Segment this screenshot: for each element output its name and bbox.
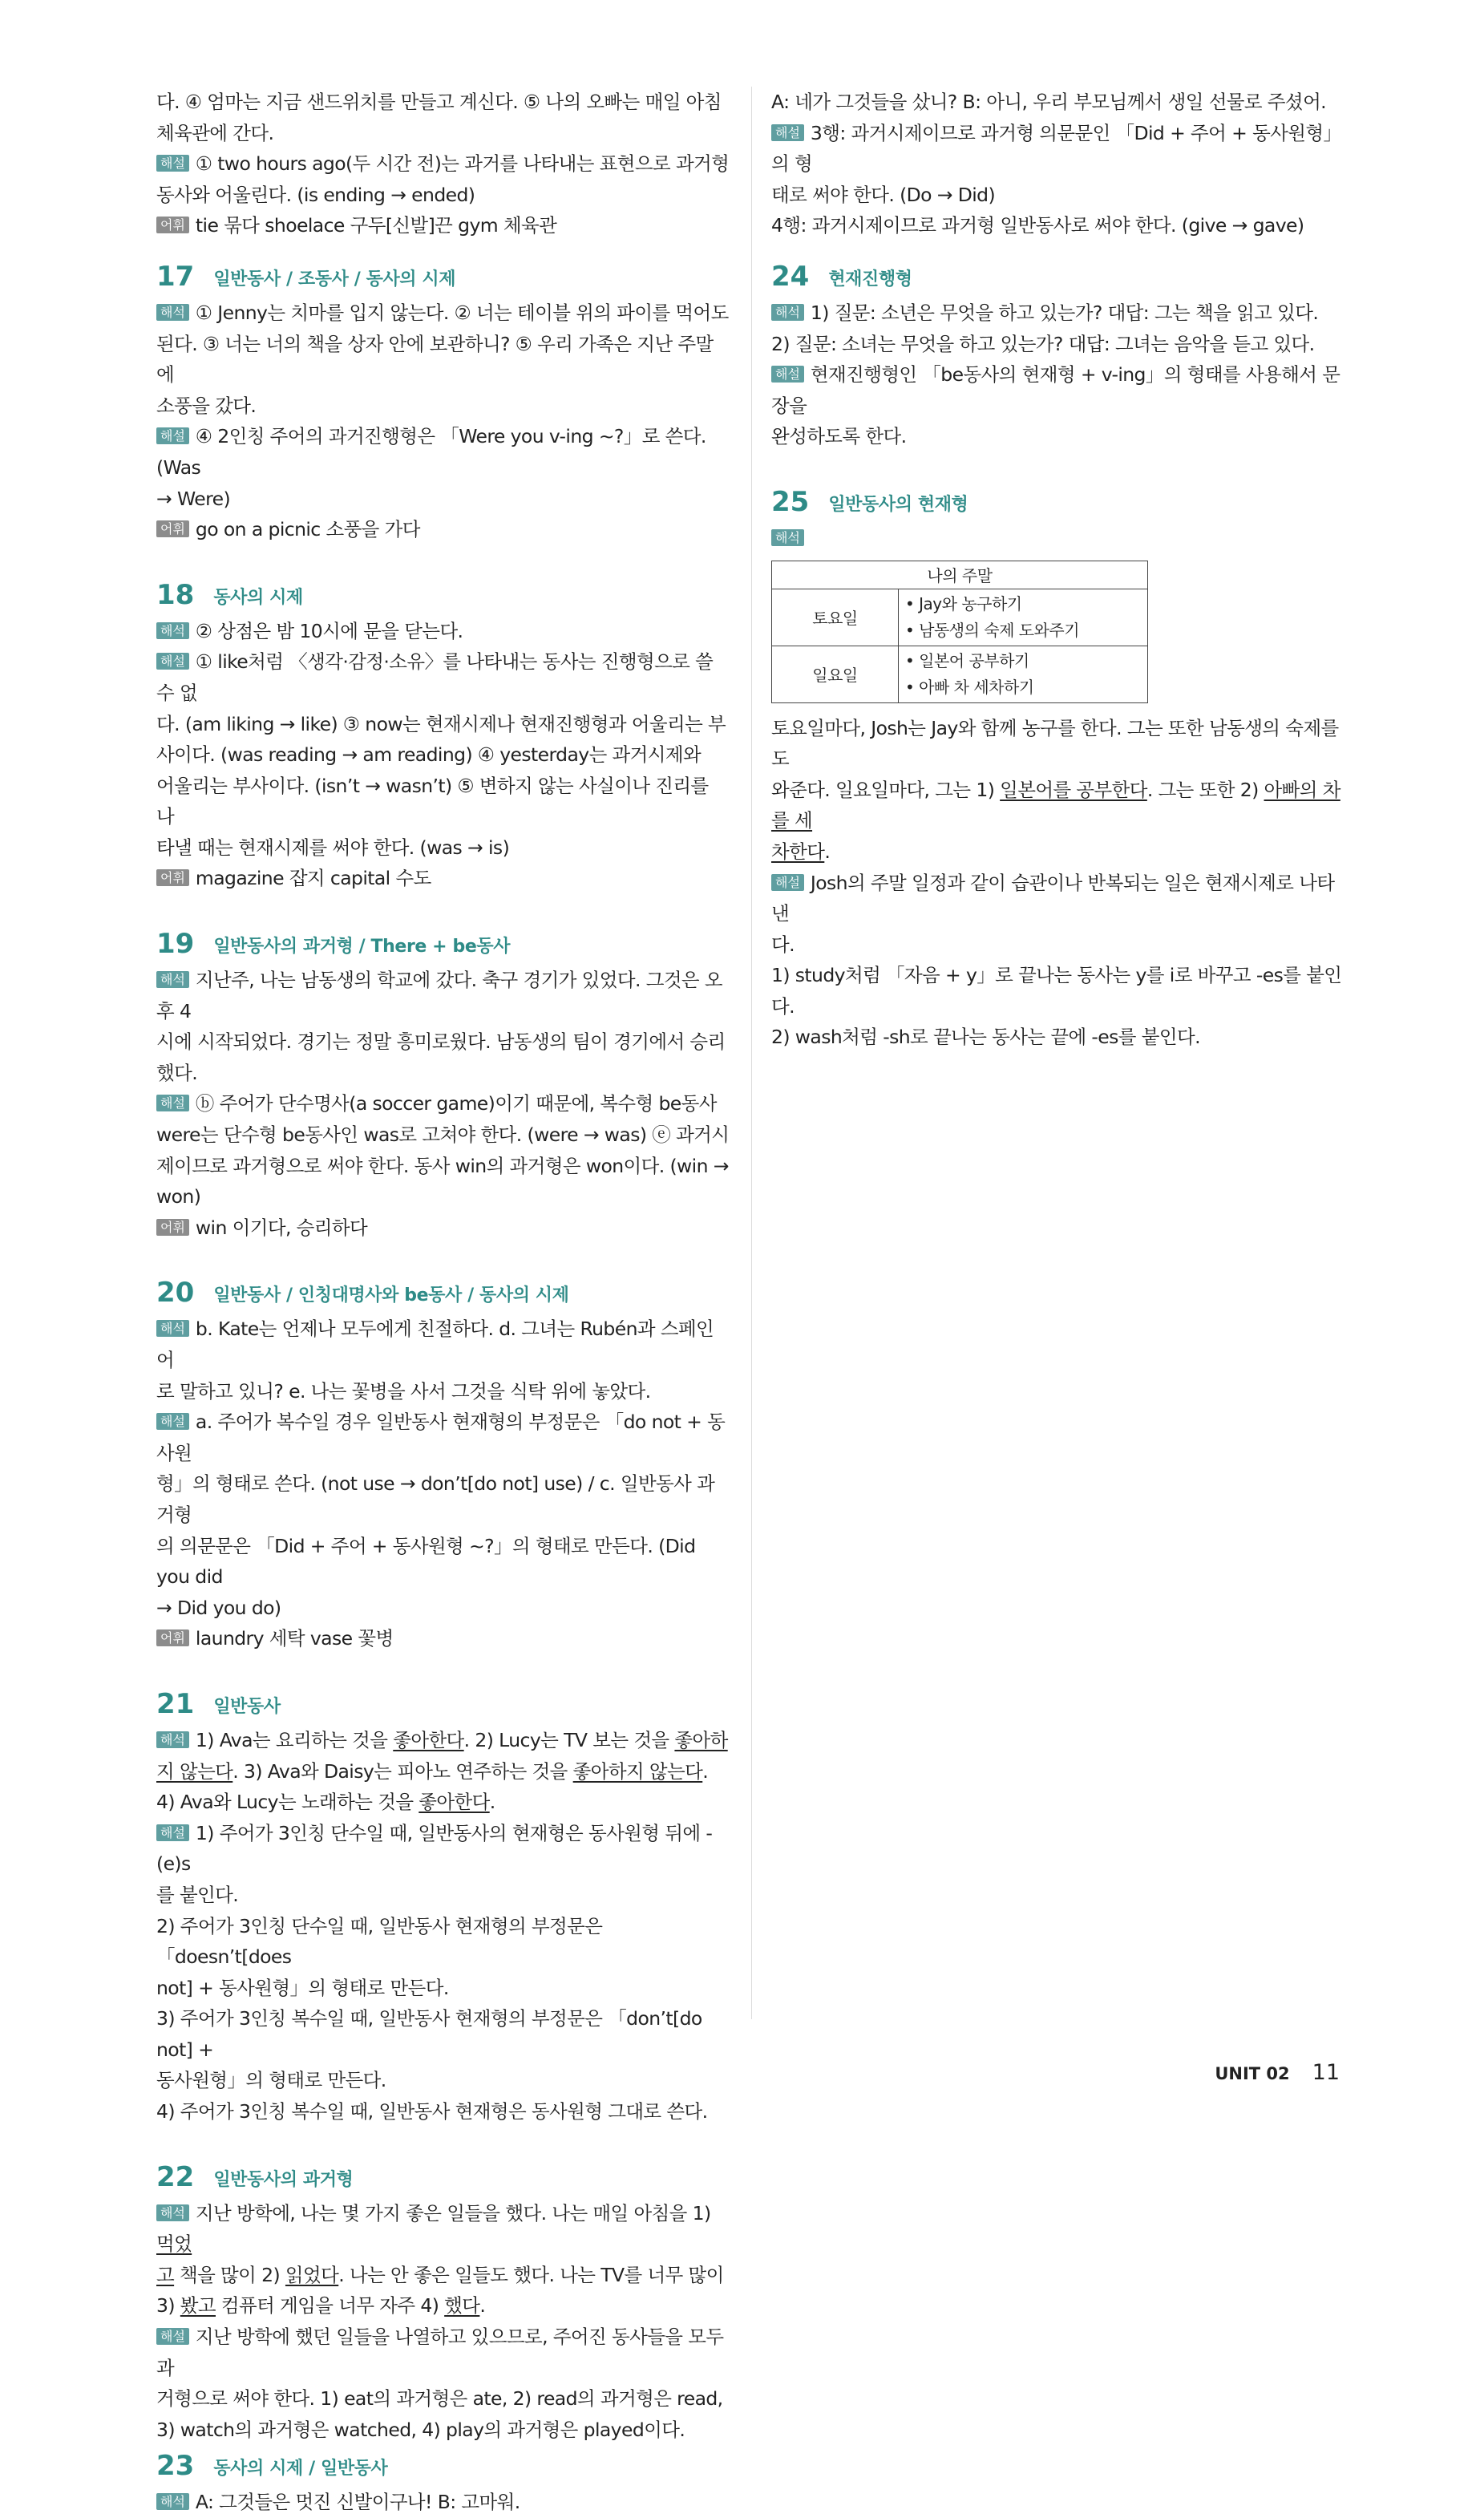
underlined-answer: 먹었 [156,2233,192,2256]
section-title: 일반동사의 과거형 [213,2169,354,2190]
explanation-line: 3) 주어가 3인칭 복수일 때, 일반동사 현재형의 부정문은 「don’t[do not] + [156,2007,702,2061]
translation-line: 된다. ③ 너는 너의 책을 상자 안에 보관하니? ⑤ 우리 가족은 지난 주말에 [156,332,714,387]
explanation-line: 해설 Josh의 주말 일정과 같이 습관이나 반복되는 일은 현재시제로 나타낸 [771,871,1335,925]
translation-line: 지 않는다. 3) Ava와 Daisy는 피아노 연주하는 것을 좋아하지 않는다. [156,1759,709,1783]
section-19 [156,923,730,1243]
table-cell-activities: • Jay와 농구하기 • 남동생의 숙제 도와주기 [899,589,1148,646]
section-number: 24 [771,260,810,293]
left-column [156,87,730,2518]
table-row [772,646,1148,702]
explanation-line: 해설 ① like처럼 〈생각·감정·소유〉를 나타내는 동사는 진행형으로 쓸 수 없 [156,650,714,704]
explanation-line: 해설 3행: 과거시제이므로 과거형 의문문인 「Did + 주어 + 동사원형」의 형 [771,121,1342,176]
explanation-line: 4) 주어가 3인칭 복수일 때, 일반동사 현재형은 동사원형 그대로 쓴다. [156,2100,708,2123]
translation-line: 로 말하고 있니? e. 나는 꽃병을 사서 그것을 식탁 위에 놓았다. [156,1379,651,1403]
page-footer [1215,2060,1340,2085]
translation-tag: 해석 [156,1320,189,1337]
translation-tag-line [771,523,1347,554]
section-heading [771,481,1347,523]
vocab-tag: 어휘 [156,869,189,886]
section-number: 21 [156,1687,195,1720]
translation-line: 4) Ava와 Lucy는 노래하는 것을 좋아한다. [156,1791,495,1814]
section-16-continued [156,87,730,241]
column-divider [751,87,752,2019]
explanation-line: 해설 ④ 2인칭 주어의 과거진행형은 「Were you v-ing ~?」로 쓴다. (Was [156,425,706,479]
explanation-line: 의 의문문은 「Did + 주어 + 동사원형 ~?」의 형태로 만든다. (Did you did [156,1534,696,1589]
translation-tag: 해석 [771,304,804,321]
explanation-line: 해설 1) 주어가 3인칭 단수일 때, 일반동사의 현재형은 동사원형 뒤에 -(e)s [156,1821,713,1876]
translation-line: 해석 A: 그것들은 멋진 신발이구나! B: 고마워. [156,2487,730,2518]
translation-tag: 해석 [156,304,189,321]
underlined-answer: 고 [156,2263,175,2286]
vocab-line: 어휘 laundry 세탁 vase 꽃병 [156,1623,730,1654]
explanation-line: 해설 현재진행형인 「be동사의 현재형 + v-ing」의 형태를 사용해서 문장을 [771,363,1340,417]
underlined-answer: 아빠의 차를 세 [771,778,1340,832]
section-heading [771,256,1347,298]
explanation-tag: 해설 [156,155,189,172]
section-17 [156,256,730,545]
section-23 [156,2445,730,2518]
translation-line: 다. ④ 엄마는 지금 샌드위치를 만들고 계신다. ⑤ 나의 오빠는 매일 아침 [156,91,722,113]
explanation-line: not] + 동사원형」의 형태로 만든다. [156,1976,449,1999]
vocab-line: 어휘 win 이기다, 승리하다 [156,1212,730,1244]
underlined-answer: 좋아한다 [419,1791,490,1814]
explanation-line: 다. (am liking → like) ③ now는 현재시제나 현재진행형과 어울리는 부 [156,712,726,735]
translation-tag: 해석 [156,1731,189,1748]
explanation-line: 해설 a. 주어가 복수일 경우 일반동사 현재형의 부정문은 「do not + 동사원 [156,1411,726,1464]
vocab-tag: 어휘 [156,1629,189,1646]
weekend-table [771,561,1148,703]
translation-line: 해석 ① Jenny는 치마를 입지 않는다. ② 너는 테이블 위의 파이를 먹어도 [156,298,730,329]
translation-line: 해석 1) 질문: 소년은 무엇을 하고 있는가? 대답: 그는 책을 읽고 있다. [771,298,1347,329]
section-heading [156,574,730,616]
section-number: 17 [156,260,195,293]
explanation-line: 타낼 때는 현재시제를 써야 한다. (was → is) [156,836,510,859]
section-title: 일반동사의 현재형 [828,494,968,515]
section-title: 일반동사 / 인칭대명사와 be동사 / 동사의 시제 [213,1285,569,1306]
underlined-answer: 지 않는다 [156,1759,233,1783]
explanation-line: 거형으로 써야 한다. 1) eat의 과거형은 ate, 2) read의 과거형은 read, [156,2387,723,2411]
section-heading [156,2445,730,2487]
explanation-line: 1) study처럼 「자음 + y」로 끝나는 동사는 y를 i로 바꾸고 -es를 붙인다. [771,964,1342,1018]
vocab-tag: 어휘 [156,217,189,233]
section-23-continued [771,87,1347,241]
translation-tag: 해석 [156,2493,189,2510]
explanation-line: 해설 ⓑ 주어가 단수명사(a soccer game)이기 때문에, 복수형 be동사 [156,1088,730,1119]
right-column [771,87,1347,1053]
section-number: 18 [156,578,195,611]
table-header: 나의 주말 [772,561,1148,589]
explanation-tag: 해설 [156,653,189,670]
section-title: 일반동사 / 조동사 / 동사의 시제 [213,269,456,289]
translation-line: 차한다. [771,840,831,863]
translation-line: 해석 지난주, 나는 남동생의 학교에 갔다. 축구 경기가 있었다. 그것은 오후 4 [156,969,722,1022]
section-title: 일반동사의 과거형 / There + be동사 [213,937,511,957]
section-25 [771,481,1347,1053]
explanation-line: 동사원형」의 형태로 만든다. [156,2069,386,2092]
translation-line: 와준다. 일요일마다, 그는 1) 일본어를 공부한다. 그는 또한 2) 아빠의 차를 세 [771,778,1340,832]
translation-line: 시에 시작되었다. 경기는 정말 흥미로웠다. 남동생의 팀이 경기에서 승리했다. [156,1030,726,1084]
vocab-line: 어휘 go on a picnic 소풍을 가다 [156,514,730,545]
translation-line: 토요일마다, Josh는 Jay와 함께 농구를 한다. 그는 또한 남동생의 숙제를 도 [771,716,1339,771]
translation-line: 해석 ② 상점은 밤 10시에 문을 닫는다. [156,616,730,647]
explanation-tag: 해설 [771,366,804,383]
translation-line: 고 책을 많이 2) 읽었다. 나는 안 좋은 일들도 했다. 나는 TV를 너무 많이 [156,2263,724,2286]
explanation-line: won) [156,1185,201,1208]
explanation-line: 2) 주어가 3인칭 단수일 때, 일반동사 현재형의 부정문은 「doesn’t[does [156,1914,603,1969]
underlined-answer: 했다 [444,2294,480,2318]
section-number: 25 [771,485,810,518]
unit-label: UNIT 02 [1215,2064,1290,2083]
underlined-answer: 좋아한다 [393,1728,464,1751]
translation-tag: 해석 [771,529,804,546]
explanation-line: 제이므로 과거형으로 써야 한다. 동사 win의 과거형은 won이다. (win → [156,1154,729,1177]
explanation-line: 2) wash처럼 -sh로 끝나는 동사는 끝에 -es를 붙인다. [771,1026,1200,1049]
underlined-answer: 좋아하지 않는다 [572,1759,703,1783]
explanation-tag: 해설 [771,874,804,891]
explanation-line: 어울리는 부사이다. (isn’t → wasn’t) ⑤ 변하지 않는 사실이나 진리를 나 [156,774,709,828]
explanation-tag: 해설 [156,1824,189,1841]
section-24 [771,256,1347,452]
explanation-tag: 해설 [156,1413,189,1430]
translation-line: 3) 봤고 컴퓨터 게임을 너무 자주 4) 했다. [156,2294,486,2318]
translation-tag: 해석 [156,2204,189,2221]
explanation-line: 사이다. (was reading → am reading) ④ yesterday는 과거시제와 [156,743,702,767]
section-title: 동사의 시제 / 일반동사 [213,2459,388,2480]
section-heading [156,256,730,298]
vocab-tag: 어휘 [156,1219,189,1236]
section-number: 22 [156,2160,195,2193]
vocab-line: 어휘 magazine 잡지 capital 수도 [156,863,730,894]
section-21 [156,1683,730,2127]
section-number: 20 [156,1277,195,1310]
section-heading [156,1683,730,1725]
explanation-tag: 해설 [771,124,804,141]
explanation-line: 해설 ① two hours ago(두 시간 전)는 과거를 나타내는 표현으로 과거형 [156,148,730,180]
underlined-answer: 좋아하 [674,1728,728,1751]
explanation-tag: 해설 [156,2328,189,2345]
explanation-line: 태로 써야 한다. (Do → Did) [771,183,996,206]
explanation-line: → Did you do) [156,1596,281,1619]
underlined-answer: 일본어를 공부한다 [1000,778,1147,801]
section-title: 일반동사 [213,1696,281,1717]
translation-tag: 해석 [156,622,189,639]
section-heading [156,1272,730,1314]
explanation-line: 완성하도록 한다. [771,425,907,448]
explanation-line: 를 붙인다. [156,1883,239,1906]
page-number: 11 [1312,2060,1340,2085]
explanation-tag: 해설 [156,427,189,444]
section-18 [156,574,730,894]
table-cell-activities: • 일본어 공부하기 • 아빠 차 세차하기 [899,646,1148,702]
explanation-line: → Were) [156,487,231,510]
explanation-line: 형」의 형태로 쓴다. (not use → don’t[do not] use) / c. 일반동사 과거형 [156,1472,715,1526]
explanation-line: 해설 지난 방학에 했던 일들을 나열하고 있으므로, 주어진 동사들을 모두 과 [156,2326,724,2379]
section-heading [156,2156,730,2198]
table-cell-day: 토요일 [772,589,899,646]
translation-line: 해석 지난 방학에, 나는 몇 가지 좋은 일들을 했다. 나는 매일 아침을 1) 먹었 [156,2201,711,2256]
underlined-answer: 봤고 [180,2294,216,2318]
section-title: 동사의 시제 [213,587,303,608]
translation-line: 소풍을 갔다. [156,394,257,417]
translation-line: 해석 b. Kate는 언제나 모두에게 친절하다. d. 그녀는 Rubén과 스페인어 [156,1318,714,1371]
underlined-answer: 차한다 [771,840,825,863]
section-22 [156,2156,730,2446]
explanation-line: 4행: 과거시제이므로 과거형 일반동사로 써야 한다. (give → gave) [771,214,1304,237]
translation-line: A: 네가 그것들을 샀니? B: 아니, 우리 부모님께서 생일 선물로 주셨어. [771,91,1327,113]
section-number: 23 [156,2450,195,2483]
explanation-line: 3) watch의 과거형은 watched, 4) play의 과거형은 played이다. [156,2418,685,2441]
vocab-tag: 어휘 [156,520,189,537]
table-row [772,589,1148,646]
section-number: 19 [156,928,195,961]
explanation-line: were는 단수형 be동사인 was로 고쳐야 한다. (were → was) ⓔ 과거시 [156,1123,730,1147]
translation-line: 해석 1) Ava는 요리하는 것을 좋아한다. 2) Lucy는 TV 보는 것을 좋아하 [156,1725,730,1756]
explanation-line: 동사와 어울린다. (is ending → ended) [156,183,475,206]
translation-tag: 해석 [156,971,189,988]
translation-line: 체육관에 간다. [156,121,274,144]
section-20 [156,1272,730,1654]
vocab-line: 어휘 tie 묶다 shoelace 구두[신발]끈 gym 체육관 [156,210,730,241]
translation-line: 2) 질문: 소녀는 무엇을 하고 있는가? 대답: 그녀는 음악을 듣고 있다. [771,332,1315,355]
section-heading [156,923,730,965]
table-cell-day: 일요일 [772,646,899,702]
section-title: 현재진행형 [828,269,912,289]
explanation-tag: 해설 [156,1095,189,1111]
underlined-answer: 읽었다 [285,2263,339,2286]
explanation-line: 다. [771,933,795,956]
